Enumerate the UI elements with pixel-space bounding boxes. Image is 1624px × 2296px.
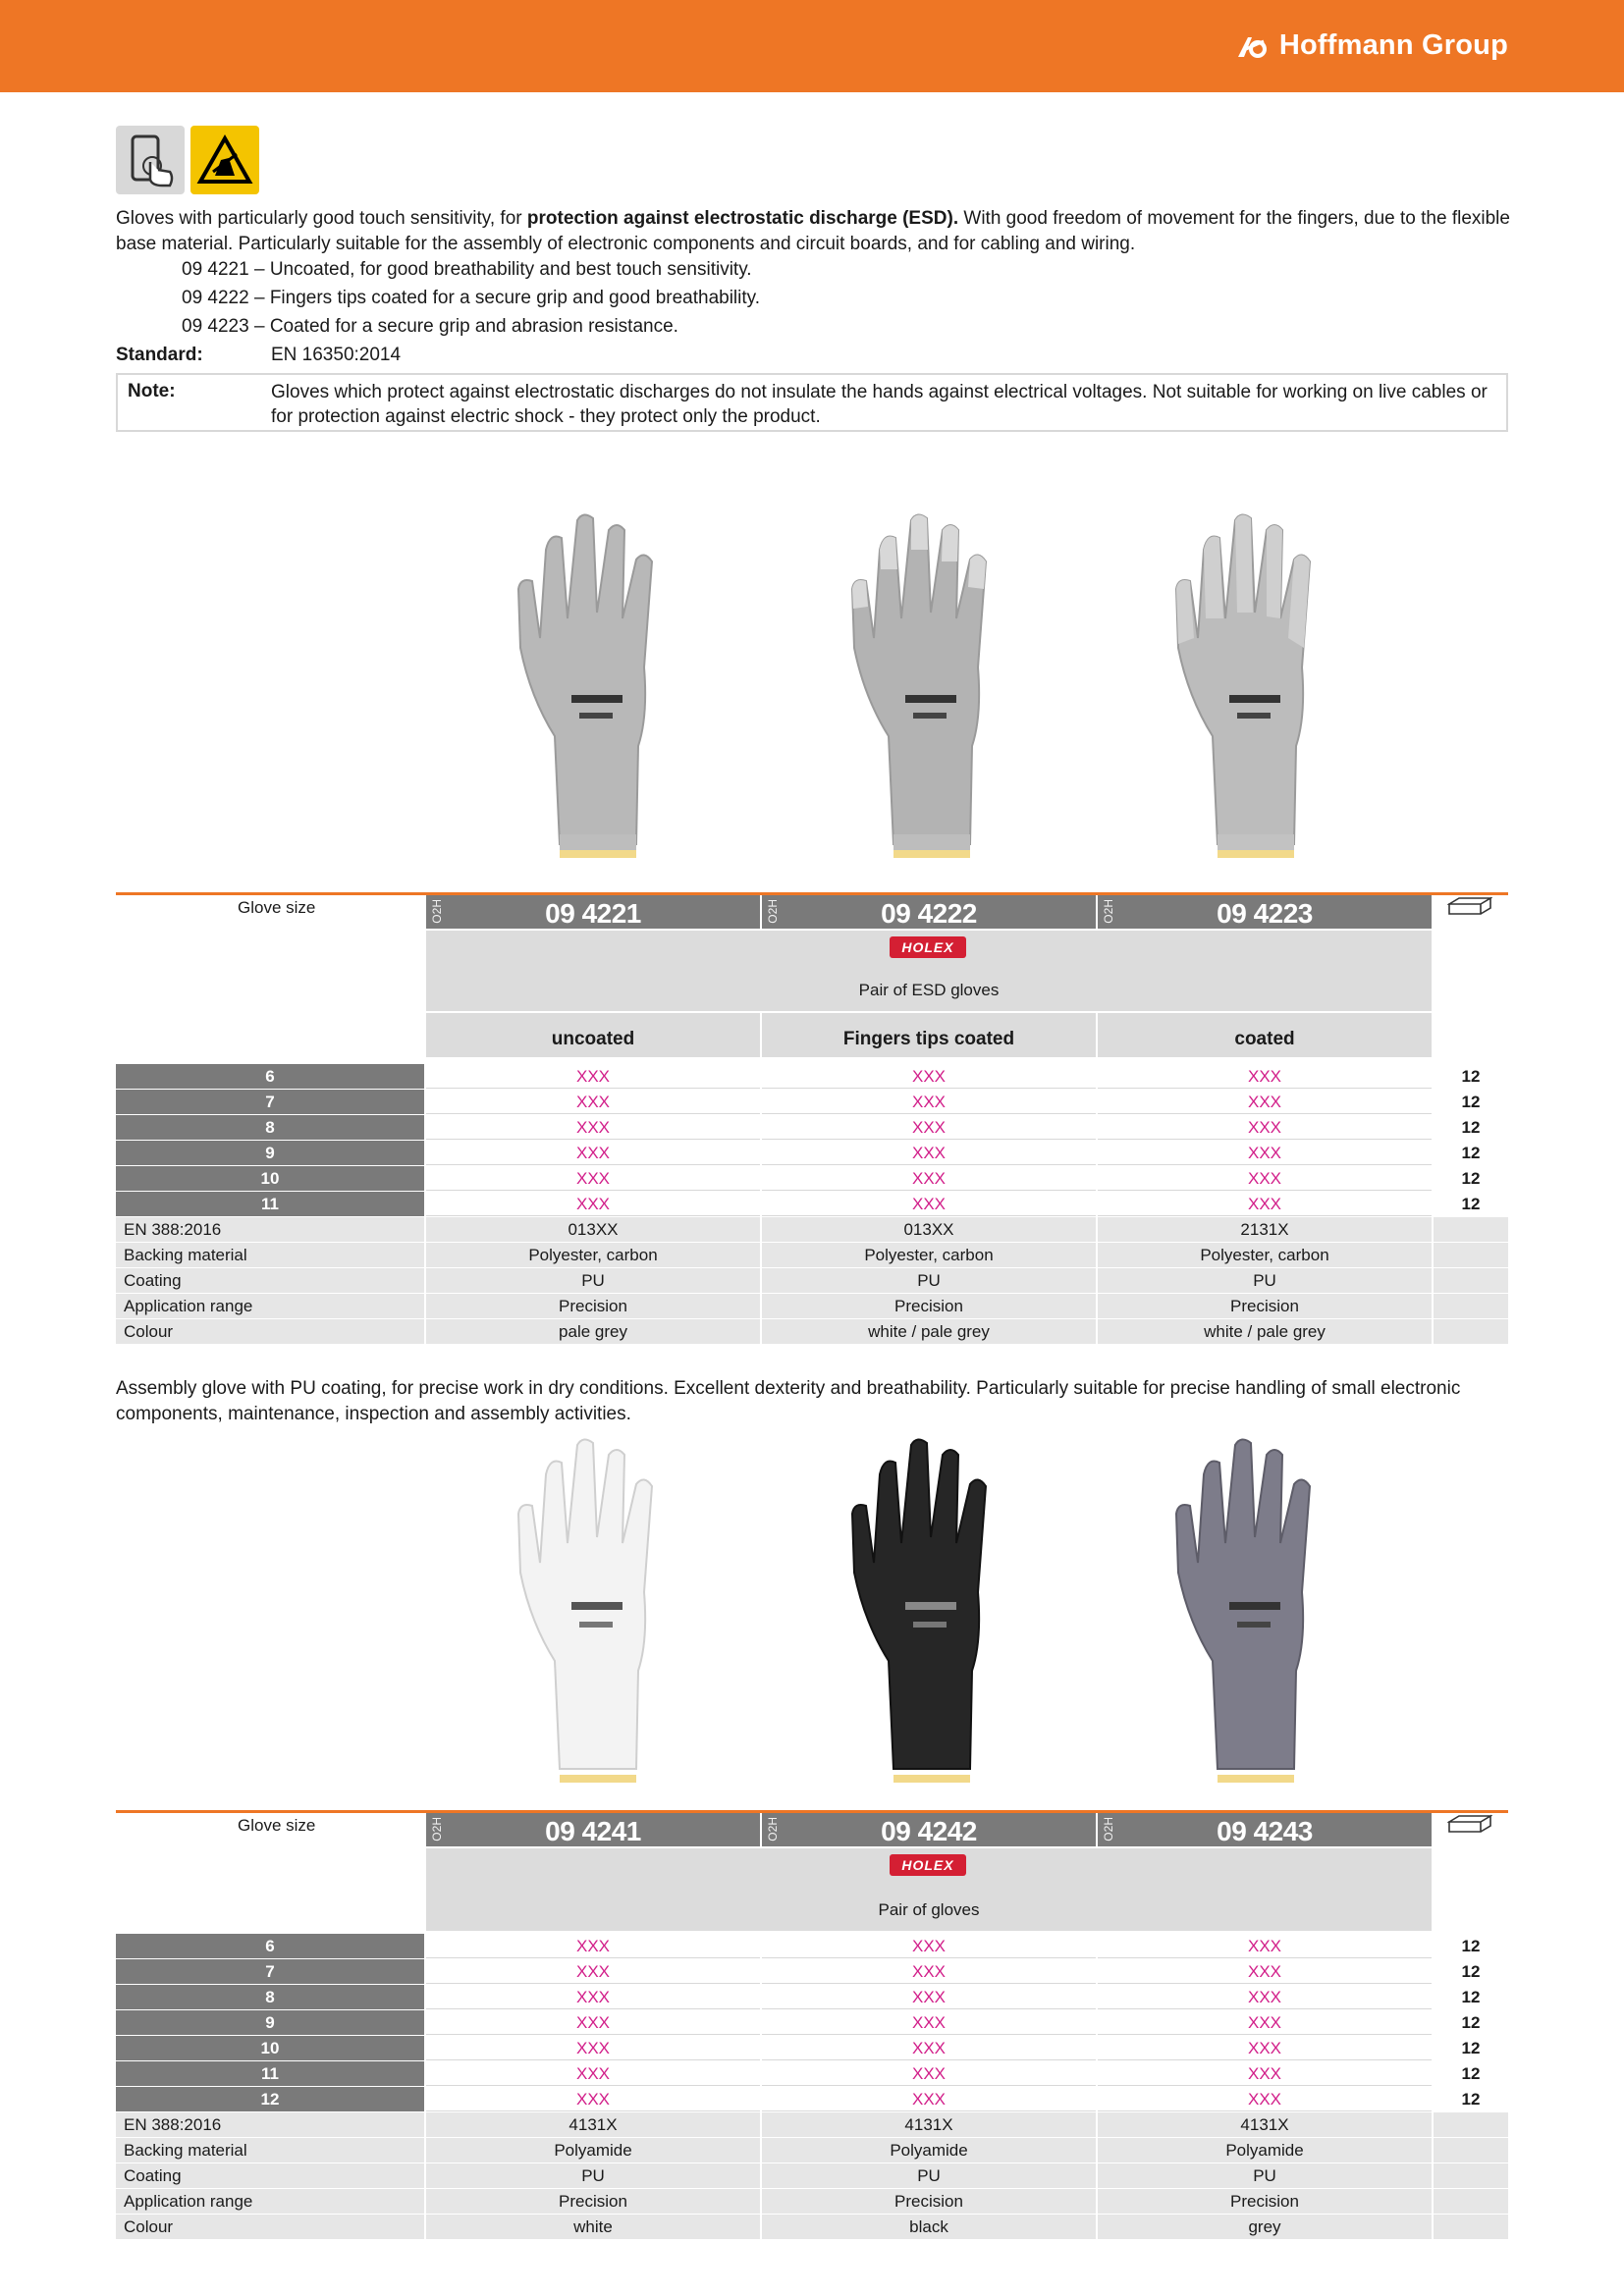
price-cell[interactable]: XXX	[1098, 1115, 1432, 1140]
attribute-empty-cell	[1434, 1268, 1508, 1293]
size-value: 11	[116, 2061, 424, 2086]
price-cell[interactable]: XXX	[1098, 1166, 1432, 1191]
size-row	[116, 1115, 1508, 1141]
note-text: Gloves which protect against electrostatic discharges do not insulate the hands against electrical voltages. Not suitable for working on live cables or for protection against electric shock - they protect only the product.	[271, 382, 1488, 427]
price-cell[interactable]: XXX	[762, 1064, 1096, 1089]
package-icon	[1447, 1814, 1492, 1834]
pack-quantity: 12	[1461, 1093, 1481, 1111]
attribute-label: Coating	[116, 2163, 424, 2188]
attribute-value: 013XX	[426, 1217, 760, 1242]
price-cell[interactable]: XXX	[1098, 2061, 1432, 2086]
attribute-row	[116, 1319, 1508, 1345]
attribute-row	[116, 1268, 1508, 1294]
article-header-2[interactable]	[762, 895, 1096, 929]
glove-size-label: Glove size	[238, 898, 316, 917]
glove-image-094241	[511, 1435, 687, 1798]
o2h-label: O2H	[430, 1817, 444, 1842]
size-value: 7	[116, 1090, 424, 1114]
price-cell[interactable]: XXX	[1098, 2036, 1432, 2060]
price-cell[interactable]: XXX	[426, 1985, 760, 2009]
pack-quantity: 12	[1461, 1962, 1481, 1981]
o2h-label: O2H	[766, 899, 780, 924]
price-cell[interactable]: XXX	[1098, 1985, 1432, 2009]
price-cell[interactable]: XXX	[762, 1166, 1096, 1191]
article-number: 09 4222	[881, 898, 977, 929]
price-cell[interactable]: XXX	[426, 1090, 760, 1114]
price-cell[interactable]: XXX	[762, 2036, 1096, 2060]
intro-bold: protection against electrostatic discharge (ESD).	[526, 208, 959, 229]
price-cell[interactable]: XXX	[426, 2087, 760, 2111]
price-cell[interactable]: XXX	[762, 1115, 1096, 1140]
attribute-empty-cell	[1434, 1243, 1508, 1267]
price-cell[interactable]: XXX	[426, 2010, 760, 2035]
attribute-label: Colour	[116, 2215, 424, 2239]
size-row	[116, 1166, 1508, 1192]
attribute-value: white / pale grey	[1098, 1319, 1432, 1344]
attribute-row	[116, 1217, 1508, 1243]
article-header-3[interactable]	[1098, 895, 1432, 929]
subhead-fingertips: Fingers tips coated	[842, 1029, 1015, 1049]
attribute-value: PU	[762, 2163, 1096, 2188]
package-icon	[1447, 896, 1492, 916]
attribute-value: Precision	[1098, 2189, 1432, 2214]
size-value: 8	[116, 1985, 424, 2009]
attribute-value: PU	[762, 1268, 1096, 1293]
article-number: 09 4223	[1217, 898, 1313, 929]
article-number: 09 4241	[545, 1816, 641, 1846]
size-row	[116, 1192, 1508, 1217]
price-cell[interactable]: XXX	[426, 1141, 760, 1165]
touchscreen-icon	[116, 126, 185, 194]
size-value: 10	[116, 2036, 424, 2060]
o2h-label: O2H	[430, 899, 444, 924]
article-number: 09 4221	[545, 898, 641, 929]
attribute-value: Polyester, carbon	[762, 1243, 1096, 1267]
header-bar	[0, 0, 1624, 92]
price-cell[interactable]: XXX	[426, 1115, 760, 1140]
pack-quantity: 12	[1461, 1988, 1481, 2006]
variant-text: Coated for a secure grip and abrasion resistance.	[269, 316, 678, 337]
intro-part2: With good freedom of movement for the fingers, due to the flexible base material. Particularly suitable for the assembly of electronic components and circuit boards, and for cabling and wiring.	[116, 208, 1510, 254]
attribute-value: PU	[1098, 2163, 1432, 2188]
price-cell[interactable]: XXX	[762, 1141, 1096, 1165]
variant-code: 09 4221 –	[182, 259, 265, 280]
attribute-empty-cell	[1434, 2112, 1508, 2137]
attribute-empty-cell	[1434, 2163, 1508, 2188]
glove-image-094242	[844, 1435, 1021, 1798]
attribute-row	[116, 2215, 1508, 2240]
size-value: 7	[116, 1959, 424, 1984]
size-value: 11	[116, 1192, 424, 1216]
attribute-row	[116, 1294, 1508, 1319]
attribute-value: white	[426, 2215, 760, 2239]
attribute-label: Coating	[116, 1268, 424, 1293]
attribute-value: Precision	[762, 1294, 1096, 1318]
attribute-value: white / pale grey	[762, 1319, 1096, 1344]
attribute-empty-cell	[1434, 2189, 1508, 2214]
price-cell[interactable]: XXX	[762, 1959, 1096, 1984]
price-cell[interactable]: XXX	[1098, 1064, 1432, 1089]
product-label: Pair of ESD gloves	[858, 981, 1000, 999]
price-cell[interactable]: XXX	[1098, 1141, 1432, 1165]
attribute-empty-cell	[1434, 2138, 1508, 2163]
size-row	[116, 1090, 1508, 1115]
size-row	[116, 1985, 1508, 2010]
product-label: Pair of gloves	[878, 1900, 980, 1919]
attribute-row	[116, 2189, 1508, 2215]
size-row	[116, 1141, 1508, 1166]
feature-icons	[116, 126, 259, 194]
attribute-value: PU	[1098, 1268, 1432, 1293]
attribute-value: Polyester, carbon	[1098, 1243, 1432, 1267]
attribute-value: 4131X	[762, 2112, 1096, 2137]
price-cell[interactable]: XXX	[426, 1934, 760, 1958]
pack-quantity: 12	[1461, 2039, 1481, 2057]
pack-quantity: 12	[1461, 2013, 1481, 2032]
variant-code: 09 4222 –	[182, 288, 265, 308]
price-cell[interactable]: XXX	[426, 2061, 760, 2086]
glove-image-094222	[844, 510, 1021, 874]
price-cell[interactable]: XXX	[426, 1192, 760, 1216]
size-row	[116, 2036, 1508, 2061]
pack-quantity: 12	[1461, 2090, 1481, 2109]
pack-quantity: 12	[1461, 1937, 1481, 1955]
attribute-value: pale grey	[426, 1319, 760, 1344]
attribute-label: Backing material	[116, 2138, 424, 2163]
article-header-1[interactable]	[426, 1813, 760, 1846]
price-cell[interactable]: XXX	[762, 2087, 1096, 2111]
size-value: 6	[116, 1934, 424, 1958]
price-cell[interactable]: XXX	[426, 1959, 760, 1984]
size-row	[116, 1959, 1508, 1985]
price-cell[interactable]: XXX	[1098, 1959, 1432, 1984]
variant-line	[182, 259, 752, 281]
attribute-label: Colour	[116, 1319, 424, 1344]
attribute-value: Precision	[426, 1294, 760, 1318]
product-table-esd	[116, 892, 1508, 1344]
subhead-coated: coated	[1234, 1029, 1295, 1049]
glove-image-094243	[1168, 1435, 1345, 1798]
size-value: 8	[116, 1115, 424, 1140]
note-box	[116, 373, 1508, 432]
pack-quantity: 12	[1461, 1169, 1481, 1188]
o2h-label: O2H	[1102, 1817, 1115, 1842]
attribute-label: EN 388:2016	[116, 1217, 424, 1242]
brand-name: Hoffmann Group	[1278, 29, 1508, 61]
note-label: Note:	[128, 381, 176, 401]
attribute-row	[116, 2112, 1508, 2138]
price-cell[interactable]: XXX	[1098, 1192, 1432, 1216]
glove-size-label: Glove size	[238, 1816, 316, 1835]
attribute-value: Precision	[426, 2189, 760, 2214]
o2h-label: O2H	[766, 1817, 780, 1842]
price-cell[interactable]: XXX	[426, 1166, 760, 1191]
glove-image-094221	[511, 510, 687, 874]
price-cell[interactable]: XXX	[762, 1934, 1096, 1958]
attribute-value: 2131X	[1098, 1217, 1432, 1242]
variant-text: Uncoated, for good breathability and best touch sensitivity.	[269, 259, 752, 280]
price-cell[interactable]: XXX	[762, 1192, 1096, 1216]
attribute-value: PU	[426, 1268, 760, 1293]
price-cell[interactable]: XXX	[762, 2061, 1096, 2086]
attribute-value: grey	[1098, 2215, 1432, 2239]
attribute-value: Polyamide	[426, 2138, 760, 2163]
price-cell[interactable]: XXX	[762, 1985, 1096, 2009]
size-value: 9	[116, 1141, 424, 1165]
price-cell[interactable]: XXX	[1098, 1090, 1432, 1114]
article-header-1[interactable]	[426, 895, 760, 929]
attribute-value: Precision	[762, 2189, 1096, 2214]
pack-quantity: 12	[1461, 1195, 1481, 1213]
price-cell[interactable]: XXX	[426, 1064, 760, 1089]
price-cell[interactable]: XXX	[1098, 1934, 1432, 1958]
product-table-assembly	[116, 1810, 1508, 2252]
attribute-empty-cell	[1434, 1319, 1508, 1344]
size-row	[116, 1934, 1508, 1959]
attribute-value: Precision	[1098, 1294, 1432, 1318]
article-header-2[interactable]	[762, 1813, 1096, 1846]
size-row	[116, 2010, 1508, 2036]
pack-quantity: 12	[1461, 1118, 1481, 1137]
standard-label: Standard:	[116, 345, 203, 365]
price-cell[interactable]: XXX	[426, 2036, 760, 2060]
holex-logo: HOLEX	[890, 1854, 966, 1876]
size-value: 10	[116, 1166, 424, 1191]
attribute-empty-cell	[1434, 2215, 1508, 2239]
variant-line	[182, 288, 760, 309]
glove-image-094223	[1168, 510, 1345, 874]
price-cell[interactable]: XXX	[762, 1090, 1096, 1114]
attribute-empty-cell	[1434, 1294, 1508, 1318]
size-row	[116, 2061, 1508, 2087]
intro-part1: Gloves with particularly good touch sensitivity, for	[116, 208, 527, 229]
size-value: 6	[116, 1064, 424, 1089]
attribute-value: 4131X	[426, 2112, 760, 2137]
article-header-3[interactable]	[1098, 1813, 1432, 1846]
attribute-row	[116, 2163, 1508, 2189]
attribute-label: Backing material	[116, 1243, 424, 1267]
holex-logo: HOLEX	[890, 936, 966, 958]
attribute-value: 013XX	[762, 1217, 1096, 1242]
o2h-label: O2H	[1102, 899, 1115, 924]
attribute-value: Polyamide	[762, 2138, 1096, 2163]
pack-quantity: 12	[1461, 2064, 1481, 2083]
variant-text: Fingers tips coated for a secure grip and good breathability.	[269, 288, 761, 308]
attribute-value: PU	[426, 2163, 760, 2188]
attribute-label: Application range	[116, 2189, 424, 2214]
brand[interactable]	[1234, 29, 1508, 62]
size-row	[116, 2087, 1508, 2112]
variant-code: 09 4223 –	[182, 316, 265, 337]
size-row	[116, 1064, 1508, 1090]
attribute-value: black	[762, 2215, 1096, 2239]
attribute-empty-cell	[1434, 1217, 1508, 1242]
article-number: 09 4243	[1217, 1816, 1313, 1846]
attribute-value: Polyamide	[1098, 2138, 1432, 2163]
size-value: 12	[116, 2087, 424, 2111]
article-number: 09 4242	[881, 1816, 977, 1846]
attribute-value: 4131X	[1098, 2112, 1432, 2137]
price-cell[interactable]: XXX	[1098, 2010, 1432, 2035]
attribute-label: Application range	[116, 1294, 424, 1318]
price-cell[interactable]: XXX	[1098, 2087, 1432, 2111]
variant-line	[182, 316, 678, 338]
attribute-row	[116, 1243, 1508, 1268]
attribute-label: EN 388:2016	[116, 2112, 424, 2137]
hoffmann-logo-icon	[1234, 31, 1270, 61]
attribute-value: Polyester, carbon	[426, 1243, 760, 1267]
size-value: 9	[116, 2010, 424, 2035]
esd-warning-icon	[190, 126, 259, 194]
attribute-row	[116, 2138, 1508, 2163]
pack-quantity: 12	[1461, 1144, 1481, 1162]
pack-quantity: 12	[1461, 1067, 1481, 1086]
intro-text	[116, 206, 1510, 257]
assembly-glove-description: Assembly glove with PU coating, for precise work in dry conditions. Excellent dexterity and breathability. Particularly suitable for precise handling of small electronic components, maintenance, inspection and assembly activities.	[116, 1378, 1461, 1424]
standard-value: EN 16350:2014	[271, 345, 402, 365]
subhead-uncoated: uncoated	[551, 1029, 635, 1049]
price-cell[interactable]: XXX	[762, 2010, 1096, 2035]
